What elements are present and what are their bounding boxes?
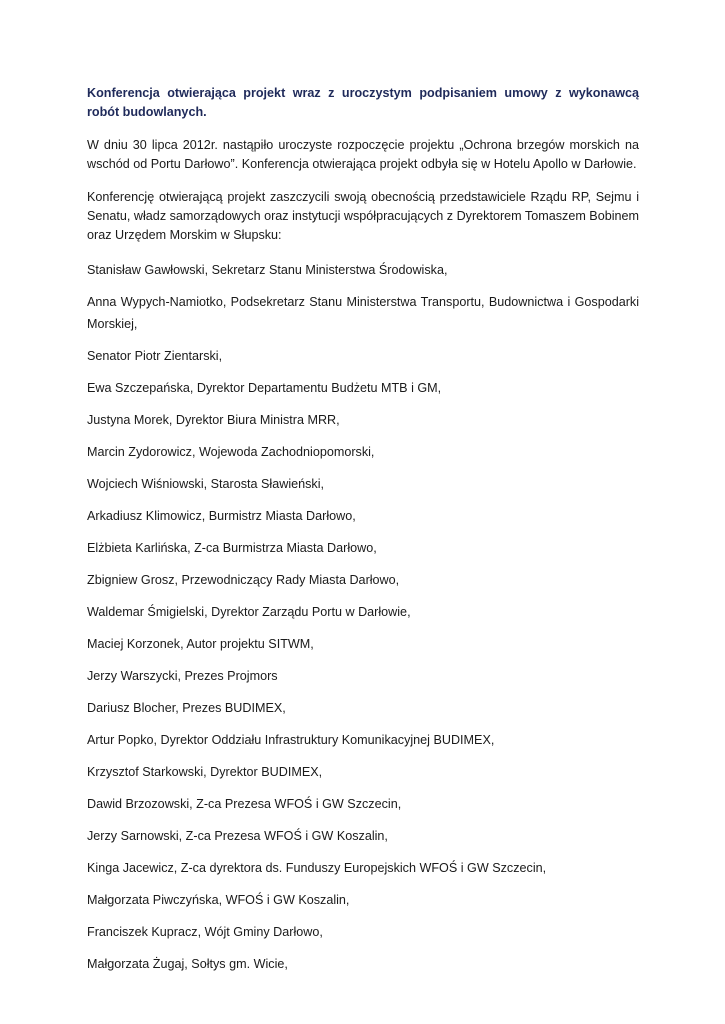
attendee-item: Stanisław Gawłowski, Sekretarz Stanu Ministerstwa Środowiska, (87, 263, 448, 277)
attendee-item: Maciej Korzonek, Autor projektu SITWM, (87, 637, 314, 651)
attendee-item: Małgorzata Żugaj, Sołtys gm. Wicie, (87, 957, 288, 971)
attendee-item: Dawid Brzozowski, Z-ca Prezesa WFOŚ i GW Szczecin, (87, 797, 402, 811)
attendee-item: Elżbieta Karlińska, Z-ca Burmistrza Miasta Darłowo, (87, 541, 377, 555)
attendee-item: Marcin Zydorowicz, Wojewoda Zachodniopomorski, (87, 445, 375, 459)
attendee-item: Artur Popko, Dyrektor Oddziału Infrastruktury Komunikacyjnej BUDIMEX, (87, 733, 495, 747)
attendee-item: Wojciech Wiśniowski, Starosta Sławieński, (87, 477, 325, 491)
intro-paragraph: W dniu 30 lipca 2012r. nastąpiło uroczyste rozpoczęcie projektu „Ochrona brzegów morskich na wschód od Portu Darłowo”. Konferencja otwierająca projekt odbyła się w Hotelu Apollo w Darłowie. (87, 138, 639, 171)
attendee-item: Justyna Morek, Dyrektor Biura Ministra MRR, (87, 413, 340, 427)
attendance-paragraph: Konferencję otwierającą projekt zaszczycili swoją obecnością przedstawiciele Rządu RP, Sejmu i Senatu, władz samorządowych oraz instytucji współpracujących z Dyrektorem Tomaszem Bobinem oraz Urzędem Morskim w Słupsku: (87, 190, 640, 242)
attendee-item: Anna Wypych-Namiotko, Podsekretarz Stanu Ministerstwa Transportu, Budownictwa i Gospodarki Morskiej, (87, 295, 639, 331)
attendee-item: Arkadiusz Klimowicz, Burmistrz Miasta Darłowo, (87, 509, 356, 523)
attendee-item: Małgorzata Piwczyńska, WFOŚ i GW Koszalin, (87, 893, 350, 907)
attendee-item: Waldemar Śmigielski, Dyrektor Zarządu Portu w Darłowie, (87, 605, 411, 619)
attendee-item: Franciszek Kupracz, Wójt Gminy Darłowo, (87, 925, 323, 939)
attendee-item: Krzysztof Starkowski, Dyrektor BUDIMEX, (87, 765, 323, 779)
attendee-item: Zbigniew Grosz, Przewodniczący Rady Miasta Darłowo, (87, 573, 400, 587)
attendee-item: Kinga Jacewicz, Z-ca dyrektora ds. Funduszy Europejskich WFOŚ i GW Szczecin, (87, 861, 547, 875)
document-page (87, 84, 639, 985)
attendee-list (87, 259, 639, 975)
document-title: Konferencja otwierająca projekt wraz z uroczystym podpisaniem umowy z wykonawcą robót budowlanych. (87, 86, 639, 119)
attendee-item: Ewa Szczepańska, Dyrektor Departamentu Budżetu MTB i GM, (87, 381, 442, 395)
attendee-item: Dariusz Blocher, Prezes BUDIMEX, (87, 701, 286, 715)
attendee-item: Jerzy Warszycki, Prezes Projmors (87, 669, 278, 683)
attendee-item: Jerzy Sarnowski, Z-ca Prezesa WFOŚ i GW Koszalin, (87, 829, 388, 843)
attendee-item: Senator Piotr Zientarski, (87, 349, 223, 363)
